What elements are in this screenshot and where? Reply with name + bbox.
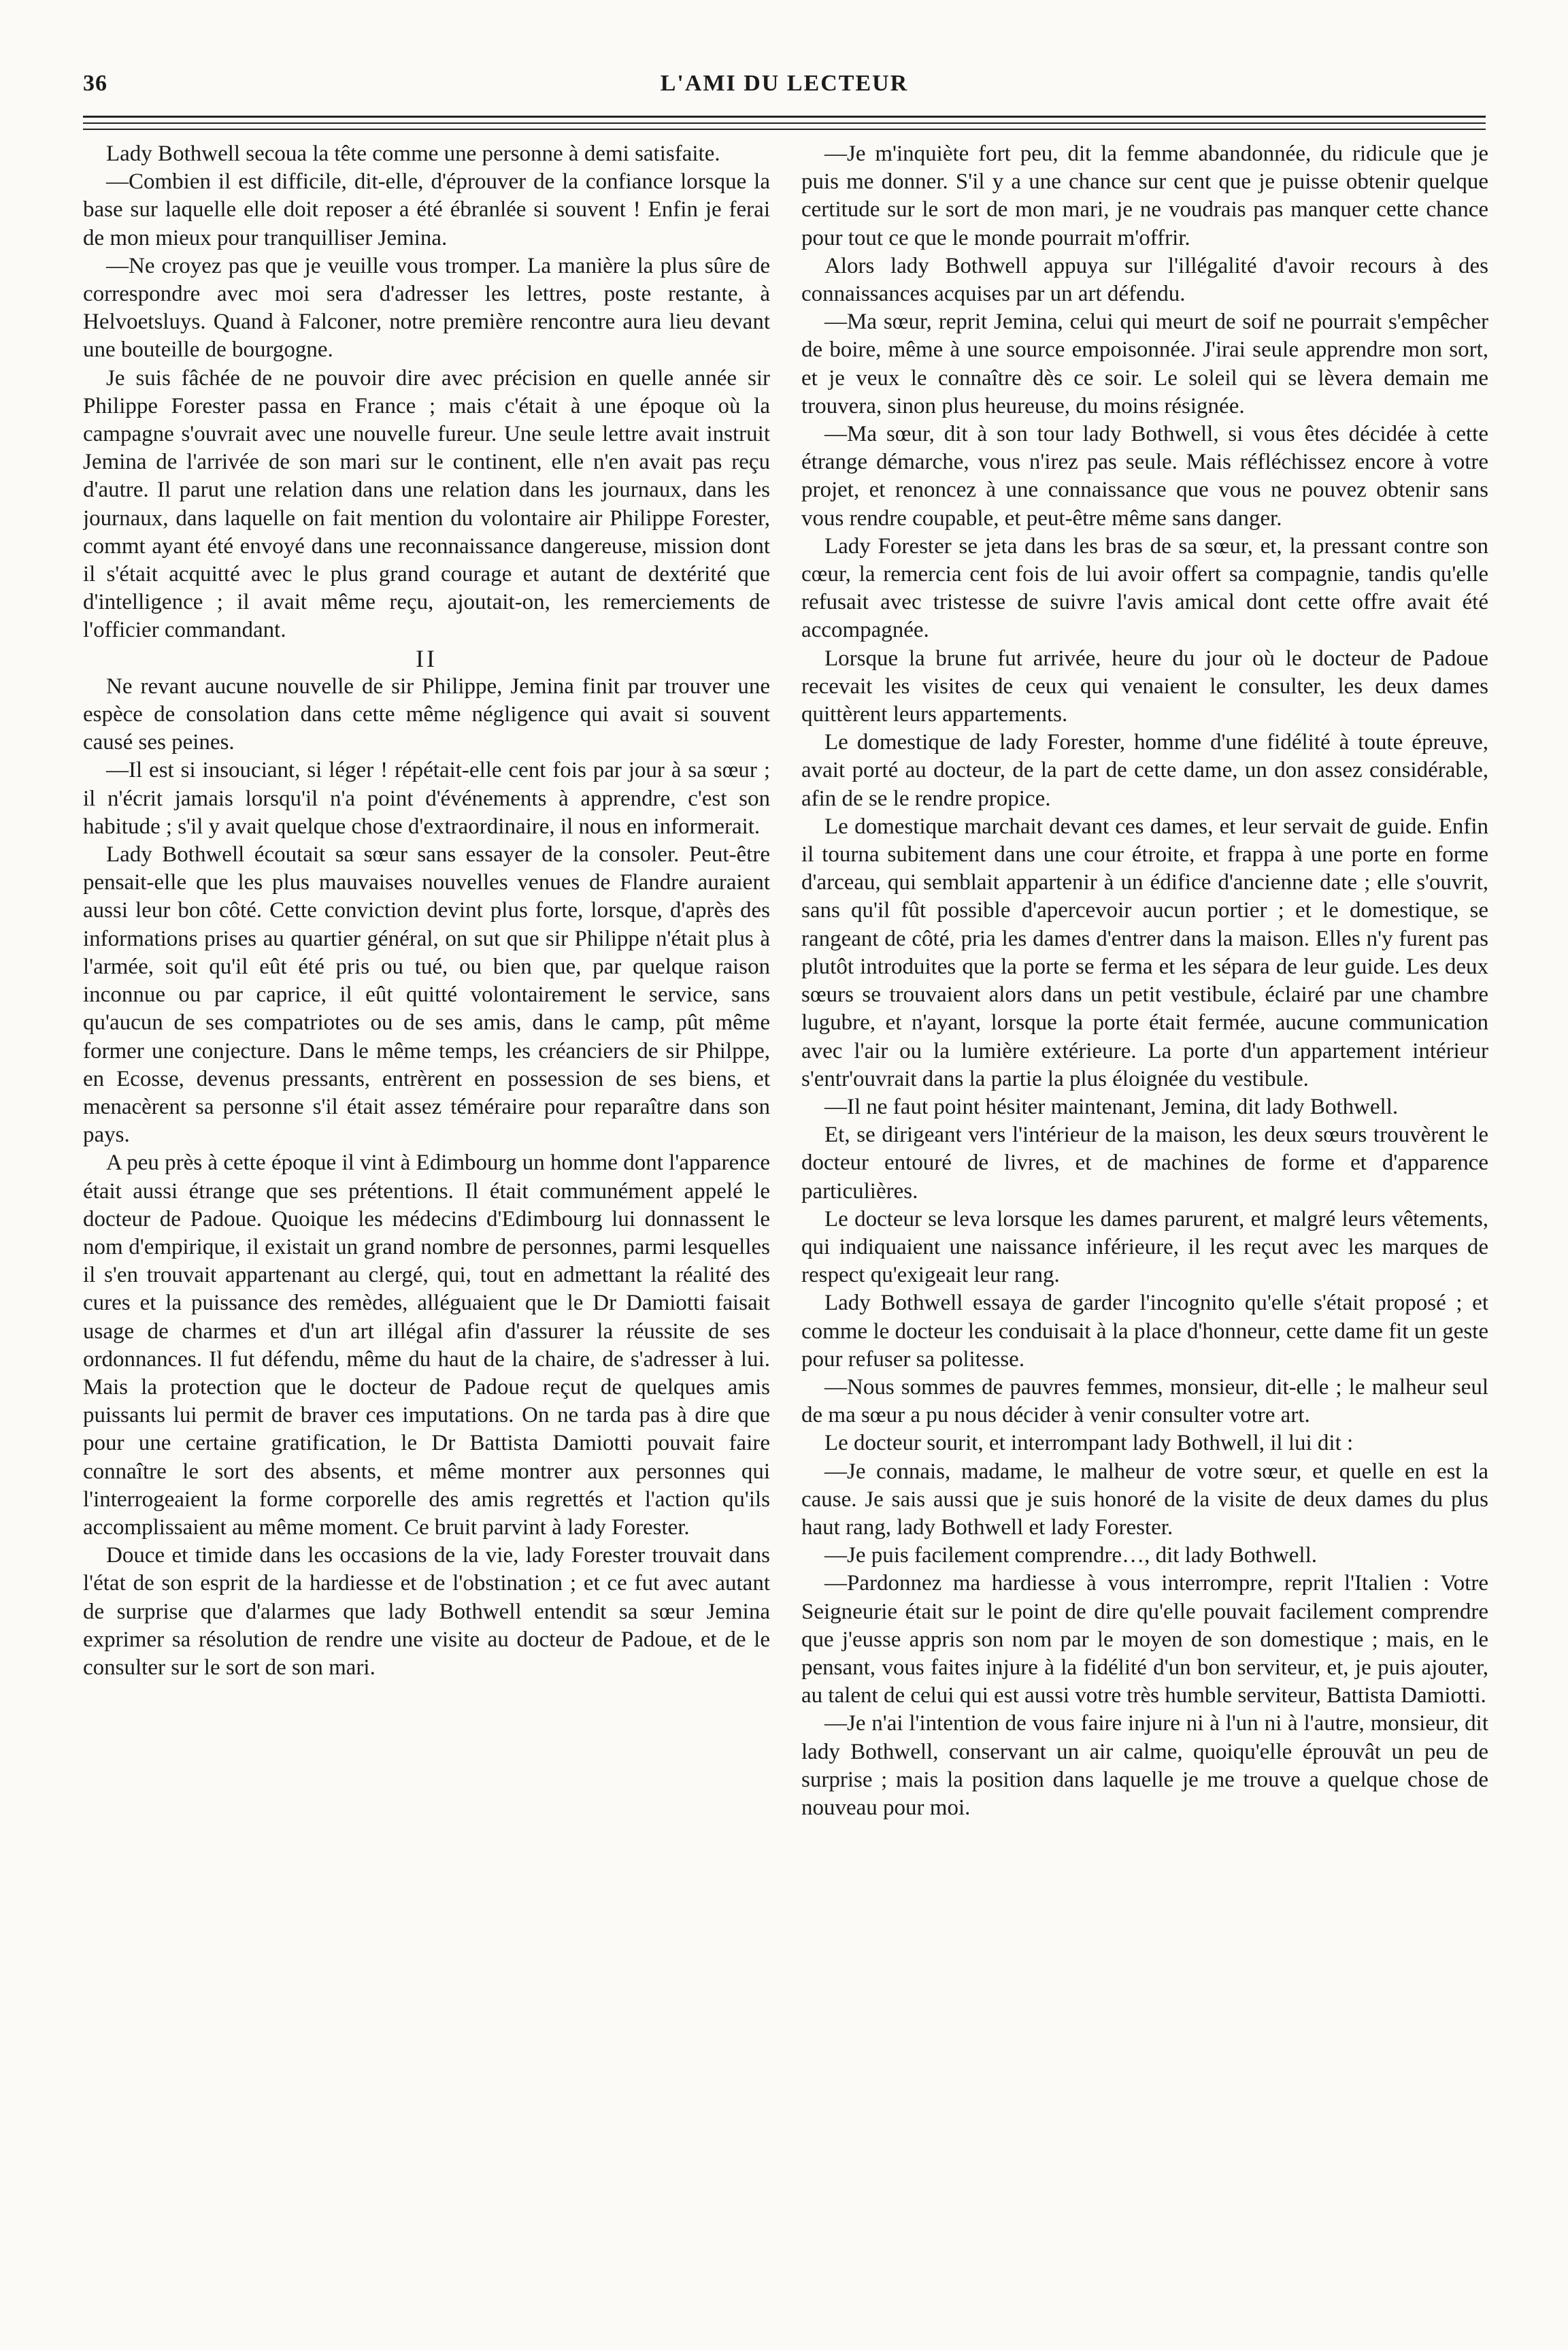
paragraph: Douce et timide dans les occasions de la vie, lady Forester trouvait dans l'état de son esprit de la hardiesse et de l'obstination ; et ce fut avec autant de surprise que d'alarmes que lady Bothwell entendit sa sœur Jemina exprimer sa résolution de rendre une visite au docteur de Padoue, et de le consulter sur le sort de son mari.	[83, 1543, 770, 1680]
paragraph: Je suis fâchée de ne pouvoir dire avec précision en quelle année sir Philippe Forester passa en France ; mais c'était à une époque où la campagne s'ouvrait avec une nouvelle fureur. Une seule lettre avait instruit Jemina de l'arrivée de son mari sur le continent, elle n'en avait pas reçu d'autre. Il parut une relation dans une relation dans les journaux, dans les journaux, dans laquelle on fait mention du volontaire air Philippe Forester, commt ayant été envoyé dans une reconnaissance dangereuse, mission dont il s'était acquitté avec le plus grand courage et autant de dextérité que d'intelligence ; il avait même reçu, ajoutait-on, les remerciements de l'officier commandant.	[83, 365, 770, 643]
paragraph: Alors lady Bothwell appuya sur l'illégalité d'avoir recours à des connaissances acquises par un art défendu.	[801, 253, 1488, 307]
header-rule-middle	[83, 122, 1486, 124]
paragraph: Lorsque la brune fut arrivée, heure du jour où le docteur de Padoue recevait les visites de ceux qui venaient le consulter, les deux dames quittèrent leurs appartements.	[801, 646, 1488, 727]
header-rule-bottom	[83, 129, 1486, 130]
paragraph: Le docteur se leva lorsque les dames parurent, et malgré leurs vêtements, qui indiquaient une naissance inférieure, il les reçut avec les marques de respect qu'exigeait leur rang.	[801, 1206, 1488, 1288]
paragraph: —Je m'inquiète fort peu, dit la femme abandonnée, du ridicule que je puis me donner. S'il y a une chance sur cent que je puisse obtenir quelque certitude sur le sort de mon mari, je ne voudrais pas manquer cette chance pour tout ce que le monde pourrait m'offrir.	[801, 142, 1488, 250]
paragraph: Lady Forester se jeta dans les bras de sa sœur, et, la pressant contre son cœur, la remercia cent fois de lui avoir offert sa compagnie, tandis qu'elle refusait avec tristesse de suivre l'avis amical dont cette offre avait été accompagnée.	[801, 533, 1488, 643]
paragraph: Le docteur sourit, et interrompant lady Bothwell, il lui dit :	[824, 1431, 1354, 1456]
right-column	[801, 140, 1488, 2283]
paragraph: —Il est si insouciant, si léger ! répétait-elle cent fois par jour à sa sœur ; il n'écrit jamais lorsqu'il n'a point d'événements à apprendre, c'est son habitude ; s'il y avait quelque chose d'extraordinaire, il nous en informerait.	[83, 758, 770, 839]
paragraph: —Je n'ai l'intention de vous faire injure ni à l'un ni à l'autre, monsieur, dit lady Bothwell, conservant un air calme, quoiqu'elle éprouvât un peu de surprise ; mais la position dans laquelle je me trouve a quelque chose de nouveau pour moi.	[801, 1711, 1488, 1820]
paragraph: Lady Bothwell écoutait sa sœur sans essayer de la consoler. Peut-être pensait-elle que les plus mauvaises nouvelles venues de Flandre auraient aussi leur bon côté. Cette conviction devint plus forte, lorsque, d'après des informations prises au quartier général, on sut que sir Philippe n'était plus à l'armée, soit qu'il eût été pris ou tué, ou bien que, par quelque raison inconnue ou par caprice, il eût quitté volontairement le service, sans qu'aucun de ses compatriotes ou de ses amis, dans le camp, pût même former une conjecture. Dans le même temps, les créanciers de sir Philppe, en Ecosse, devenus pressants, entrèrent en possession de ses biens, et menacèrent sa personne s'il était assez téméraire pour reparaître dans son pays.	[83, 842, 770, 1148]
paragraph: —Je puis facilement comprendre…, dit lady Bothwell.	[824, 1543, 1317, 1568]
paragraph: —Ma sœur, dit à son tour lady Bothwell, si vous êtes décidée à cette étrange démarche, vous n'irez pas seule. Mais réfléchissez encore à votre projet, et renoncez à une connaissance que vous ne pouvez obtenir sans vous rendre coupable, et peut-être même sans danger.	[801, 422, 1488, 531]
paragraph: Le domestique marchait devant ces dames, et leur servait de guide. Enfin il tourna subitement dans une cour étroite, et frappa à une porte en forme d'arceau, qui semblait appartenir à un édifice d'ancienne date ; elle s'ouvrit, sans qu'il fût possible d'apercevoir aucun portier ; et le domestique, se rangeant de côté, pria les dames d'entrer dans la maison. Elles n'y furent pas plutôt introduites que la porte se ferma et les sépara de leur guide. Les deux sœurs se trouvaient alors dans un petit vestibule, éclairé par une chambre lugubre, et n'ayant, lorsque la porte était fermée, aucune communication avec l'air ou la lumière extérieure. La porte d'un appartement intérieur s'entr'ouvrait dans la partie la plus éloignée du vestibule.	[801, 814, 1488, 1091]
paragraph: —Nous sommes de pauvres femmes, monsieur, dit-elle ; le malheur seul de ma sœur a pu nous décider à venir consulter votre art.	[801, 1374, 1488, 1428]
section-heading: II	[416, 644, 437, 672]
paragraph: —Pardonnez ma hardiesse à vous interrompre, reprit l'Italien : Votre Seigneurie était sur le point de dire qu'elle pouvait facilement comprendre que j'eusse appris son nom par le moyen de son domestique ; mais, en le pensant, vous faites injure à la fidélité d'un bon serviteur, et, je puis ajouter, au talent de celui qui est aussi votre très humble serviteur, Battista Damiotti.	[801, 1571, 1488, 1708]
paragraph: Le domestique de lady Forester, homme d'une fidélité à toute épreuve, avait porté au docteur, de la part de cette dame, un don assez considérable, afin de se le rendre propice.	[801, 730, 1488, 811]
paragraph: —Ne croyez pas que je veuille vous tromper. La manière la plus sûre de correspondre avec moi sera d'adresser les lettres, poste restante, à Helvoetsluys. Quand à Falconer, notre première rencontre aura lieu devant une bouteille de bourgogne.	[83, 253, 770, 363]
paragraph: Lady Bothwell secoua la tête comme une personne à demi satisfaite.	[106, 142, 720, 166]
page-header	[83, 71, 1486, 112]
journal-title: L'AMI DU LECTEUR	[660, 71, 909, 96]
paragraph: —Combien il est difficile, dit-elle, d'éprouver de la confiance lorsque la base sur laquelle elle doit reposer a été ébranlée si souvent ! Enfin je ferai de mon mieux pour tranquilliser Jemina.	[83, 169, 770, 250]
left-column	[83, 140, 770, 2283]
paragraph: —Ma sœur, reprit Jemina, celui qui meurt de soif ne pourrait s'empêcher de boire, même à une source empoisonnée. J'irai seule apprendre mon sort, et je veux le connaître dès ce soir. Le soleil qui se lèvera demain me trouvera, sinon plus heureuse, du moins résignée.	[801, 310, 1488, 418]
header-rule-top	[83, 116, 1486, 118]
paragraph: —Il ne faut point hésiter maintenant, Jemina, dit lady Bothwell.	[824, 1094, 1399, 1119]
page-number: 36	[83, 71, 107, 96]
paragraph: Et, se dirigeant vers l'intérieur de la maison, les deux sœurs trouvèrent le docteur entouré de livres, et de machines de forme et d'apparence particulières.	[801, 1123, 1488, 1204]
paragraph: A peu près à cette époque il vint à Edimbourg un homme dont l'apparence était aussi étrange que ses prétentions. Il était communément appelé le docteur de Padoue. Quoique les médecins d'Edimbourg lui donnassent le nom d'empirique, il existait un grand nombre de personnes, parmi lesquelles il s'en trouvait appartenant au clergé, qui, tout en admettant la réalité des cures et la puissance des remèdes, alléguaient que le Dr Damiotti faisait usage de charmes et d'un art illégal afin d'assurer la réussite de ses ordonnances. Il fut défendu, même du haut de la chaire, de s'adresser à lui. Mais la protection que le docteur de Padoue reçut de quelques amis puissants lui permit de braver ces imputations. On ne tarda pas à dire que pour une certaine gratification, le Dr Battista Damiotti pouvait faire connaître le sort des absents, et même montrer aux personnes qui l'interrogeaient la forme corporelle des amis regrettés et l'action qu'ils accomplissaient au même moment. Ce bruit parvint à lady Forester.	[83, 1151, 770, 1540]
paragraph: —Je connais, madame, le malheur de votre sœur, et quelle en est la cause. Je sais aussi que je suis honoré de la visite de deux dames du plus haut rang, lady Bothwell et lady Forester.	[801, 1459, 1488, 1540]
paragraph: Ne revant aucune nouvelle de sir Philippe, Jemina finit par trouver une espèce de consolation dans cette même négligence qui avait si souvent causé ses peines.	[83, 674, 770, 755]
paragraph: Lady Bothwell essaya de garder l'incognito qu'elle s'était proposé ; et comme le docteur les conduisait à la place d'honneur, cette dame fit un geste pour refuser sa politesse.	[801, 1291, 1488, 1372]
